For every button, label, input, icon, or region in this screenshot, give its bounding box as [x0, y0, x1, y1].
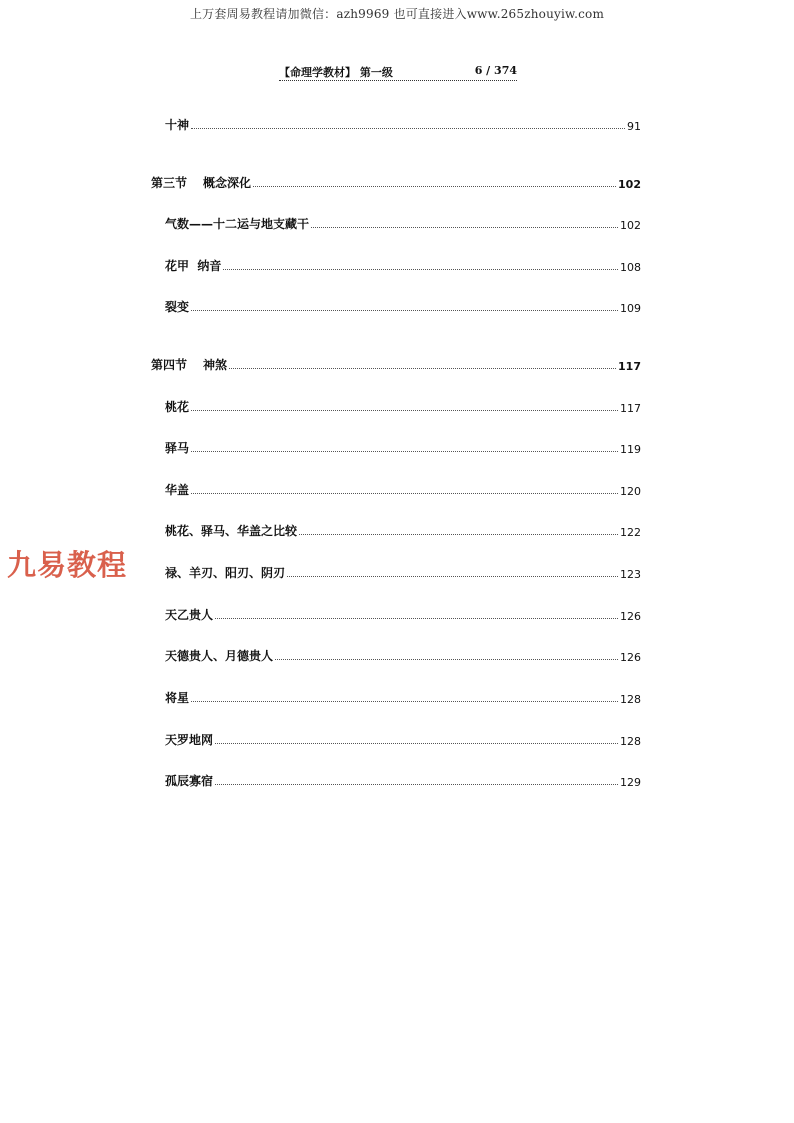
toc-section-page: 117: [618, 360, 641, 373]
dot-leader: [215, 742, 618, 744]
toc-entry-page: 102: [620, 219, 641, 232]
toc-entry[interactable]: [165, 605, 641, 623]
dot-leader: [191, 309, 618, 311]
toc-entry-label: 桃花: [165, 400, 190, 414]
toc-entry-label: 桃花、驿马、华盖之比较: [165, 524, 298, 538]
dot-leader: [275, 658, 618, 660]
toc-section-page: 102: [618, 178, 641, 191]
toc-entry-label: 禄、羊刃、阳刃、阴刃: [165, 566, 286, 580]
toc-entry-page: 129: [620, 776, 641, 789]
toc-section-number: 第四节: [151, 358, 188, 372]
toc-entry[interactable]: [165, 438, 641, 456]
toc-entry[interactable]: [165, 646, 641, 664]
toc-section-number: 第三节: [151, 176, 188, 190]
toc-section-title: 概念深化: [203, 176, 252, 190]
toc-entry-page: 122: [620, 526, 641, 539]
toc-entry-page: 126: [620, 610, 641, 623]
toc-entry[interactable]: [165, 730, 641, 748]
dot-leader: [311, 226, 618, 228]
document-title: 【命理学教材】 第一级: [279, 66, 393, 79]
toc-entry[interactable]: [165, 214, 641, 232]
dot-leader: [253, 185, 616, 187]
toc-entry-page: 119: [620, 443, 641, 456]
toc-entry-page: 126: [620, 651, 641, 664]
dot-leader: [223, 268, 618, 270]
toc-entry-page: 128: [620, 693, 641, 706]
dot-leader: [215, 617, 618, 619]
toc-entry[interactable]: [165, 563, 641, 581]
toc-entry-label: 天罗地网: [165, 733, 214, 747]
toc-entry[interactable]: [165, 297, 641, 315]
toc-entry-label: 十神: [165, 118, 190, 132]
watermark-logo: 九易教程: [7, 548, 128, 582]
toc-entry[interactable]: [165, 521, 641, 539]
toc-entry-label: 天德贵人、月德贵人: [165, 649, 274, 663]
toc-entry[interactable]: [165, 397, 641, 415]
toc-entry-page: 108: [620, 261, 641, 274]
toc-section[interactable]: [151, 355, 641, 373]
top-banner: 上万套周易教程请加微信：azh9969 也可直接进入www.265zhouyiw.com: [189, 7, 605, 21]
toc-entry-label: 驿马: [165, 441, 190, 455]
toc-entry-page: 128: [620, 735, 641, 748]
dot-leader: [191, 700, 618, 702]
toc-entry-label: 气数——十二运与地支藏干: [165, 217, 310, 231]
toc-entry-label: 花甲 纳音: [165, 259, 222, 273]
toc-entry-page: 117: [620, 402, 641, 415]
toc-entry-page: 109: [620, 302, 641, 315]
toc-entry[interactable]: [165, 115, 641, 133]
toc-entry-page: 91: [627, 120, 641, 133]
toc-entry-label: 华盖: [165, 483, 190, 497]
toc-section-label: [151, 174, 251, 191]
dot-leader: [215, 783, 618, 785]
toc-entry[interactable]: [165, 771, 641, 789]
dot-leader: [229, 367, 616, 369]
toc-entry-page: 123: [620, 568, 641, 581]
page-number: 6 / 374: [474, 64, 517, 77]
toc-entry[interactable]: [165, 256, 641, 274]
dot-leader: [191, 409, 618, 411]
toc-section[interactable]: [151, 173, 641, 191]
toc-entry-label: 将星: [165, 691, 190, 705]
dot-leader: [287, 575, 618, 577]
toc-entry[interactable]: [165, 480, 641, 498]
toc-entry-page: 120: [620, 485, 641, 498]
toc-section-label: [151, 356, 227, 373]
toc-entry-label: 孤辰寡宿: [165, 774, 214, 788]
dot-leader: [191, 127, 625, 129]
toc-entry-label: 裂变: [165, 300, 190, 314]
dot-leader: [191, 450, 618, 452]
dot-leader: [191, 492, 618, 494]
toc-entry-label: 天乙贵人: [165, 608, 214, 622]
toc-section-title: 神煞: [203, 358, 228, 372]
dot-leader: [299, 533, 618, 535]
toc-entry[interactable]: [165, 688, 641, 706]
